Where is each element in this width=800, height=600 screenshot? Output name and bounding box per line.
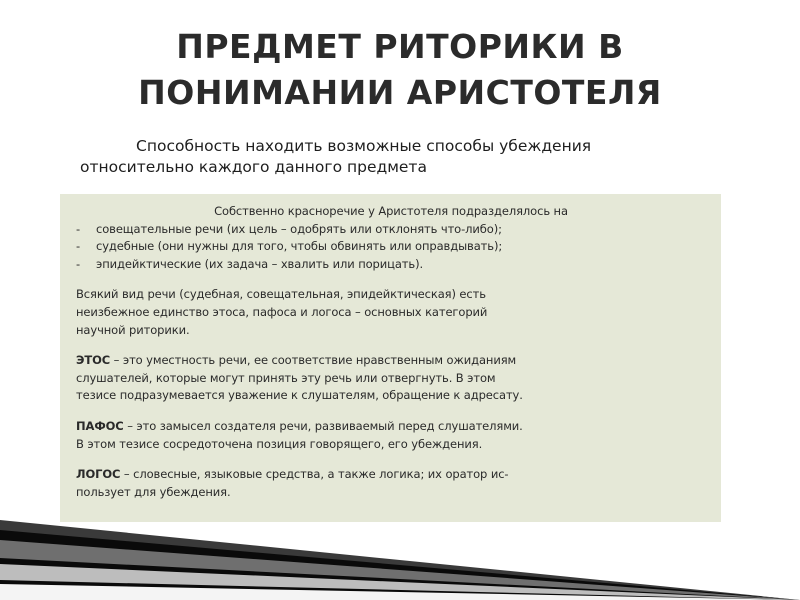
logos-term: ЛОГОС bbox=[76, 467, 121, 482]
panel-body bbox=[76, 203, 706, 501]
ethos-paragraph bbox=[76, 352, 706, 405]
paragraph-line: слушателей, которые могут принять эту речь или отвергнуть. В этом bbox=[76, 370, 496, 385]
paragraph-line bbox=[76, 418, 706, 436]
bullet-text: судебные (они нужны для того, чтобы обвинять или оправдывать); bbox=[96, 239, 503, 254]
ethos-term: ЭТОС bbox=[76, 353, 111, 368]
bullet-dash: - bbox=[76, 256, 81, 271]
paragraph-line bbox=[76, 352, 706, 370]
slide-subtitle bbox=[80, 136, 720, 178]
kinds-paragraph bbox=[76, 286, 706, 339]
bullet-dash: - bbox=[76, 239, 81, 254]
paragraph-line: научной риторики. bbox=[76, 322, 190, 337]
paragraph-line: Всякий вид речи (судебная, совещательная, эпидейктическая) есть bbox=[76, 287, 486, 302]
subtitle-line-2: относительно каждого данного предмета bbox=[80, 158, 427, 176]
paragraph-line bbox=[76, 466, 706, 484]
subtitle-line-1: Способность находить возможные способы убеждения bbox=[136, 137, 592, 155]
logos-paragraph bbox=[76, 466, 706, 501]
title-line-1: ПРЕДМЕТ РИТОРИКИ В bbox=[176, 27, 624, 66]
paragraph-line: неизбежное единство этоса, пафоса и логоса – основных категорий bbox=[76, 304, 488, 319]
bullet-item bbox=[76, 256, 706, 274]
bullet-item bbox=[76, 238, 706, 256]
title-line-2: ПОНИМАНИИ АРИСТОТЕЛЯ bbox=[138, 73, 662, 112]
text-panel bbox=[60, 194, 721, 522]
pathos-text: – это замысел создателя речи, развиваемый перед слушателями. bbox=[123, 418, 523, 433]
bullet-dash: - bbox=[76, 221, 81, 236]
bullet-item bbox=[76, 221, 706, 239]
bullet-text: эпидейктические (их задача – хвалить или порицать). bbox=[96, 256, 424, 271]
paragraph-line: тезисе подразумевается уважение к слушателям, обращение к адресату. bbox=[76, 388, 523, 403]
paragraph-line: пользует для убеждения. bbox=[76, 484, 231, 499]
decorative-swoosh bbox=[0, 520, 800, 600]
intro-line: Собственно красноречие у Аристотеля подразделялось на bbox=[214, 204, 568, 218]
slide-title bbox=[60, 24, 740, 116]
ethos-text: – это уместность речи, ее соответствие нравственным ожиданиям bbox=[110, 353, 517, 368]
pathos-paragraph bbox=[76, 418, 706, 453]
logos-text: – словесные, языковые средства, а также логика; их оратор ис- bbox=[120, 467, 509, 482]
pathos-term: ПАФОС bbox=[76, 418, 124, 433]
bullet-text: совещательные речи (их цель – одобрять или отклонять что-либо); bbox=[96, 221, 502, 236]
paragraph-line: В этом тезисе сосредоточена позиция говорящего, его убеждения. bbox=[76, 436, 483, 451]
